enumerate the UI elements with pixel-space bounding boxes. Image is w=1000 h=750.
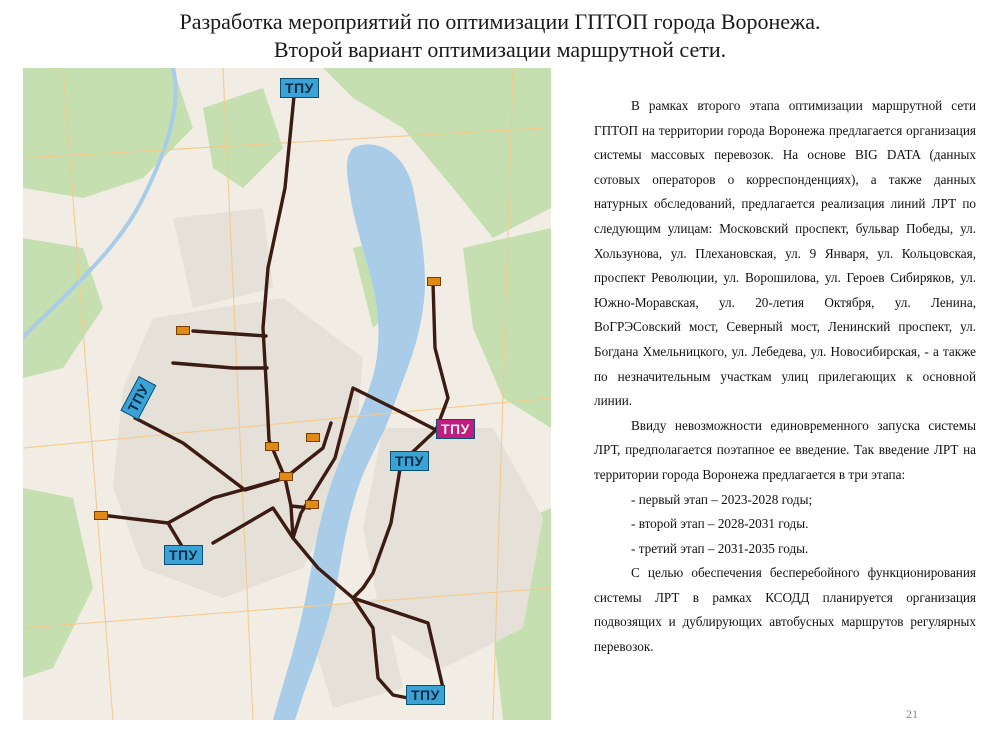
stage-item-2: - второй этап – 2028-2031 годы. [631, 516, 809, 532]
paragraph-lrt-streets: В рамках второго этапа оптимизации маршрутной сети ГПТОП на территории города Воронежа предлагается организация системы массовых перевозок. На основе BIG DATA (данных сотовых операторов о корреспонденциях), а также данных натурных обследований, предлагается реализация линий ЛРТ по следующим улицам: Московский проспект, бульвар Победы, ул. Хользунова, ул. Плехановская, ул. 9 Января, ул. Кольцовская, проспект Революции, ул. Ворошилова, ул. Героев Сибиряков, ул. Южно-Моравская, ул. 20-летия Октября, ул. Ленина, ВоГРЭСовский мост, Северный мост, Ленинский проспект, ул. Богдана Хмельницкого, ул. Лебедева, ул. Новосибирская, - а также по незначительным участкам улиц прилегающих к основной линии. [594, 98, 976, 409]
route-network-map[interactable] [23, 68, 551, 720]
stop-marker[interactable] [265, 442, 279, 451]
tpu-southwest[interactable]: ТПУ [164, 545, 203, 565]
stop-marker[interactable] [427, 277, 441, 286]
stage-item-3: - третий этап – 2031-2035 годы. [631, 540, 809, 556]
slide-title-line-1: Разработка мероприятий по оптимизации ГПТОП города Воронежа. [179, 9, 821, 34]
paragraph-phased-intro: Ввиду невозможности единовременного запуска системы ЛРТ, предполагается поэтапное ее введение. Так введение ЛРТ на территории города Воронежа предлагается в три этапа: [594, 417, 976, 482]
tpu-north[interactable]: ТПУ [280, 78, 319, 98]
slide-title-line-2: Второй вариант оптимизации маршрутной сети. [273, 37, 727, 62]
stop-marker[interactable] [279, 472, 293, 481]
stop-marker[interactable] [305, 500, 319, 509]
stage-item-1: - первый этап – 2023-2028 годы; [631, 491, 813, 507]
tpu-left-bank[interactable]: ТПУ [390, 451, 429, 471]
tpu-center-east[interactable]: ТПУ [436, 419, 475, 439]
tpu-south[interactable]: ТПУ [406, 685, 445, 705]
page-number: 21 [906, 707, 918, 721]
tpu-west[interactable]: ТПУ [120, 376, 156, 420]
stop-marker[interactable] [94, 511, 108, 520]
stop-marker[interactable] [306, 433, 320, 442]
stop-marker[interactable] [176, 326, 190, 335]
slide-title [0, 8, 1000, 64]
map-canvas [23, 68, 551, 720]
paragraph-feeder-routes: С целью обеспечения бесперебойного функционирования системы ЛРТ в рамках КСОДД планируется организация подвозящих и дублирующих автобусных маршрутов регулярных перевозок. [594, 565, 976, 655]
description-text [594, 94, 976, 660]
